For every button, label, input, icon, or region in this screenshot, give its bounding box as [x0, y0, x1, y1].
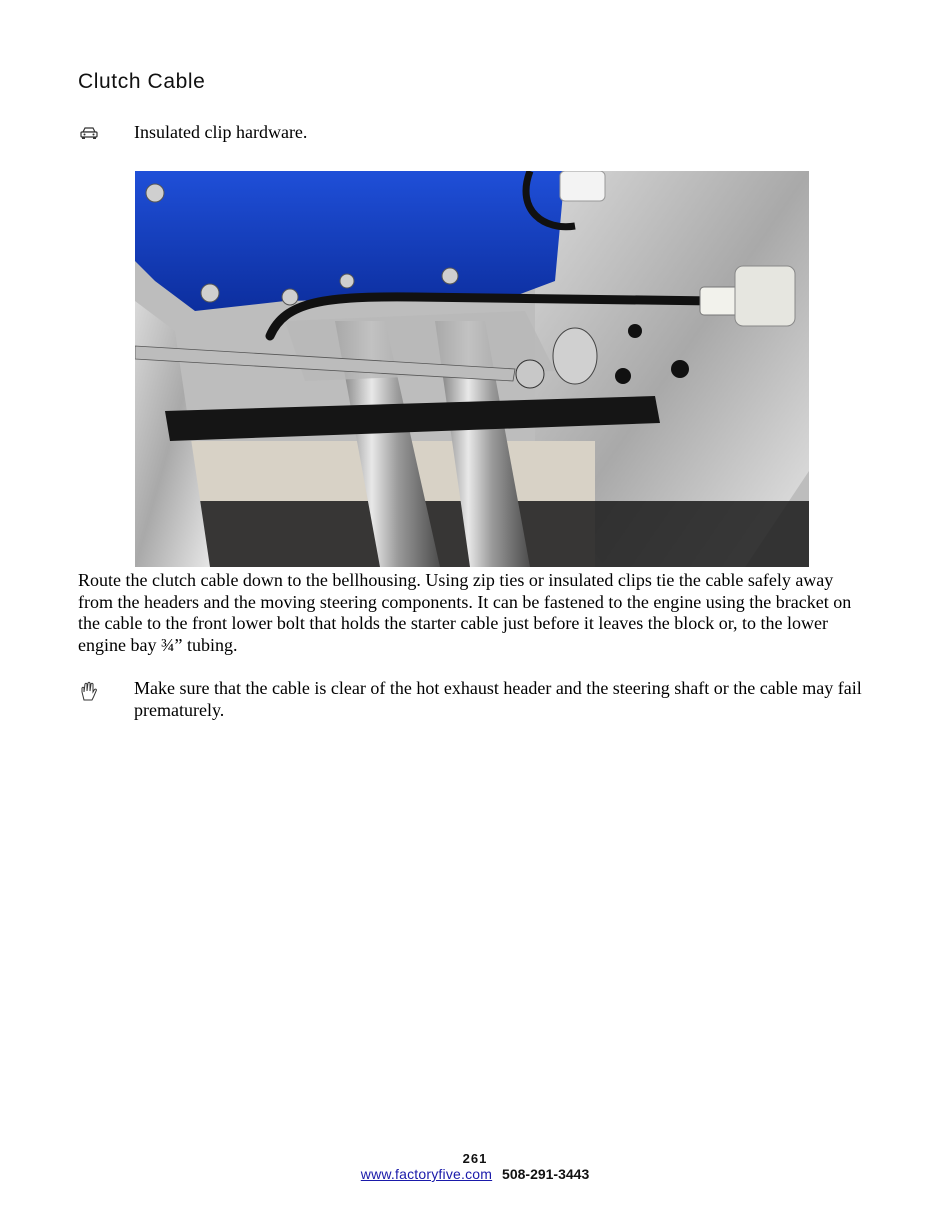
instruction-paragraph: Route the clutch cable down to the bellhousing. Using zip ties or insulated clips tie the cable safely away from the headers and the moving steering components. It can be fastened to the engine using the bracket on the cable to the front lower bolt that holds the starter cable just before it leaves the block or, to the lower engine bay ¾” tubing. [78, 570, 852, 655]
warning-text: Make sure that the cable is clear of the hot exhaust header and the steering shaft or the cable may fail prematurely. [134, 678, 862, 720]
hand-icon [78, 680, 102, 700]
section-title: Clutch Cable [78, 70, 206, 93]
footer-contact [0, 1166, 950, 1182]
page-number: 261 [462, 1151, 488, 1166]
phone-number: 508-291-3443 [502, 1166, 590, 1182]
engine-bay-photo [135, 171, 809, 567]
note-parts [78, 121, 878, 145]
website-link[interactable]: www.factoryfive.com [360, 1166, 493, 1182]
note-text: Insulated clip hardware. [134, 122, 308, 142]
warning-note [78, 678, 878, 724]
car-icon [78, 123, 102, 143]
